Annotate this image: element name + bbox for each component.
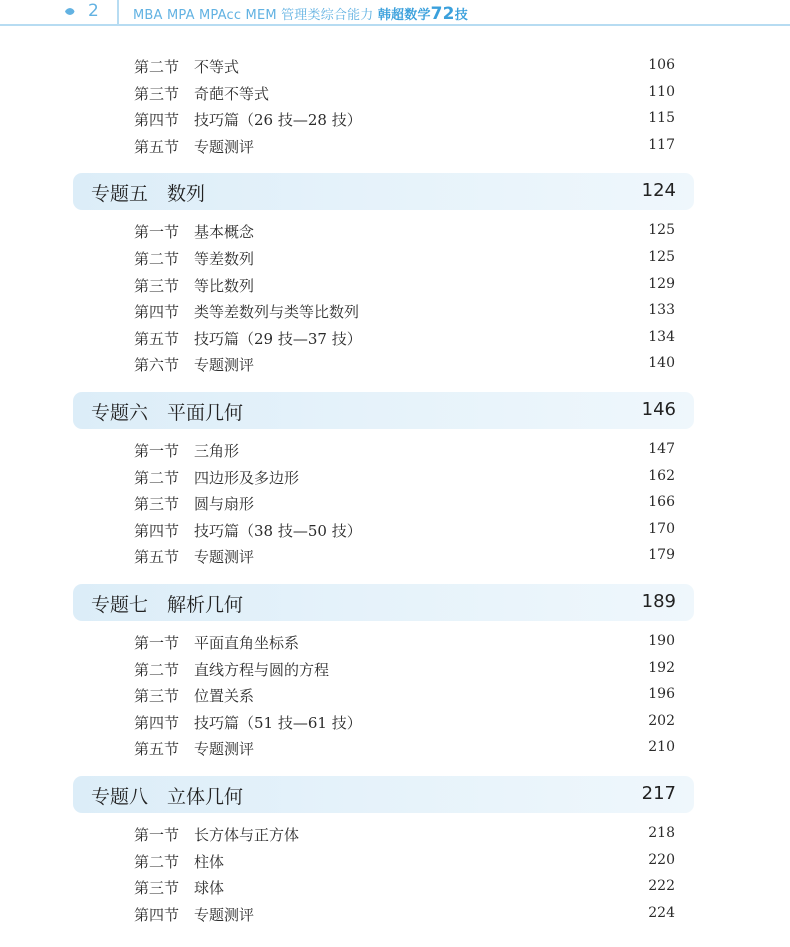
chapter-title: 专题七 解析几何 <box>91 594 244 616</box>
toc-entry-label: 第四节 技巧篇（38 技—50 技） <box>134 521 362 540</box>
leaf-dot-icon <box>64 7 75 16</box>
toc-entry[interactable] <box>0 109 790 131</box>
toc-entry-page: 170 <box>648 520 675 537</box>
toc-entry[interactable] <box>0 467 790 489</box>
page-number: 2 <box>88 1 99 21</box>
page-header <box>0 0 790 26</box>
toc-entry-page: 192 <box>648 659 675 676</box>
toc-entry-page: 125 <box>648 249 675 265</box>
book-title-tail: 技 <box>454 8 468 23</box>
toc-entry-page: 190 <box>648 633 675 649</box>
toc-entry-page: 115 <box>648 110 675 127</box>
book-title-name: 韩超数学 <box>377 8 431 23</box>
toc-entry[interactable] <box>0 275 790 297</box>
toc-entry[interactable] <box>0 328 790 350</box>
toc-entry-label: 第五节 专题测评 <box>134 137 255 156</box>
toc-entry[interactable] <box>0 136 790 158</box>
toc-entry[interactable] <box>0 632 790 654</box>
toc-entry-page: 125 <box>648 222 675 239</box>
toc-entry-label: 第五节 专题测评 <box>134 740 255 759</box>
toc-entry-page: 222 <box>648 878 675 895</box>
toc-entry-page: 196 <box>648 686 675 703</box>
toc-entry-label: 第二节 直线方程与圆的方程 <box>134 660 330 679</box>
toc-entry-page: 110 <box>648 83 675 100</box>
toc-entry-page: 202 <box>648 712 675 729</box>
toc-entry-page: 220 <box>648 851 675 868</box>
toc-entry-label: 第五节 专题测评 <box>134 548 255 567</box>
toc-entry[interactable] <box>0 248 790 270</box>
toc-entry-label: 第三节 位置关系 <box>134 687 255 706</box>
toc-entry[interactable] <box>0 685 790 707</box>
chapter-heading[interactable] <box>73 173 694 210</box>
toc-entry-label: 第二节 等差数列 <box>134 250 255 268</box>
toc-entry-page: 162 <box>648 467 675 484</box>
toc-entry-label: 第二节 柱体 <box>134 852 225 871</box>
chapter-page: 217 <box>641 783 676 804</box>
chapter-title: 专题八 立体几何 <box>91 786 244 808</box>
toc-entry-label: 第六节 专题测评 <box>134 356 255 375</box>
toc-entry-label: 第二节 不等式 <box>134 58 240 76</box>
toc-entry-label: 第一节 三角形 <box>134 442 240 460</box>
toc-entry[interactable] <box>0 221 790 243</box>
toc-entry-page: 218 <box>648 825 675 841</box>
chapter-title: 专题六 平面几何 <box>91 402 244 424</box>
toc-entry-page: 179 <box>648 547 675 564</box>
toc-entry-label: 第三节 圆与扇形 <box>134 495 255 514</box>
toc-entry-label: 第一节 平面直角坐标系 <box>134 634 300 652</box>
chapter-heading[interactable] <box>73 776 694 813</box>
toc-entry[interactable] <box>0 301 790 323</box>
header-divider <box>117 0 119 24</box>
toc-entry-page: 117 <box>648 136 675 153</box>
toc-entry-page: 129 <box>648 275 675 292</box>
chapter-heading[interactable] <box>73 584 694 621</box>
toc-entry-page: 147 <box>648 441 675 457</box>
chapter-page: 189 <box>641 591 676 612</box>
toc-entry-label: 第四节 类等差数列与类等比数列 <box>134 303 360 322</box>
toc-entry[interactable] <box>0 354 790 376</box>
chapter-heading[interactable] <box>73 392 694 429</box>
book-title-number: 72 <box>430 4 455 24</box>
toc-entry-label: 第四节 技巧篇（51 技—61 技） <box>134 713 362 732</box>
chapter-page: 124 <box>641 180 676 202</box>
toc-entry-label: 第三节 奇葩不等式 <box>134 84 270 103</box>
toc-entry-label: 第一节 长方体与正方体 <box>134 826 300 844</box>
toc-entry-page: 140 <box>648 355 675 372</box>
toc-entry-label: 第四节 专题测评 <box>134 905 255 924</box>
toc-entry-page: 224 <box>648 904 675 921</box>
toc-entry-page: 106 <box>648 57 675 73</box>
toc-entry-label: 第三节 球体 <box>134 879 225 898</box>
toc-entry[interactable] <box>0 712 790 734</box>
toc-entry-label: 第一节 基本概念 <box>134 223 255 242</box>
toc-entry[interactable] <box>0 56 790 78</box>
toc-entry-page: 133 <box>648 302 675 319</box>
toc-entry-label: 第四节 技巧篇（26 技—28 技） <box>134 111 362 130</box>
toc-entry-label: 第二节 四边形及多边形 <box>134 468 300 487</box>
toc-entry-label: 第五节 技巧篇（29 技—37 技） <box>134 329 362 348</box>
toc-entry[interactable] <box>0 520 790 542</box>
toc-entry[interactable] <box>0 851 790 873</box>
toc-entry-page: 210 <box>648 739 675 756</box>
book-title <box>133 4 468 24</box>
book-title-series: MBA MPA MPAcc MEM 管理类综合能力 <box>133 8 378 23</box>
toc-entry[interactable] <box>0 440 790 462</box>
toc-entry[interactable] <box>0 83 790 105</box>
toc-entry-page: 166 <box>648 494 675 511</box>
toc-entry[interactable] <box>0 877 790 899</box>
toc-entry[interactable] <box>0 546 790 568</box>
toc-entry[interactable] <box>0 738 790 760</box>
toc-entry[interactable] <box>0 824 790 846</box>
toc-entry-label: 第三节 等比数列 <box>134 276 255 295</box>
toc-entry-page: 134 <box>648 328 675 345</box>
toc-entry[interactable] <box>0 493 790 515</box>
toc-entry[interactable] <box>0 659 790 681</box>
chapter-title: 专题五 数列 <box>91 183 206 206</box>
toc-entry[interactable] <box>0 904 790 926</box>
chapter-page: 146 <box>641 399 676 420</box>
